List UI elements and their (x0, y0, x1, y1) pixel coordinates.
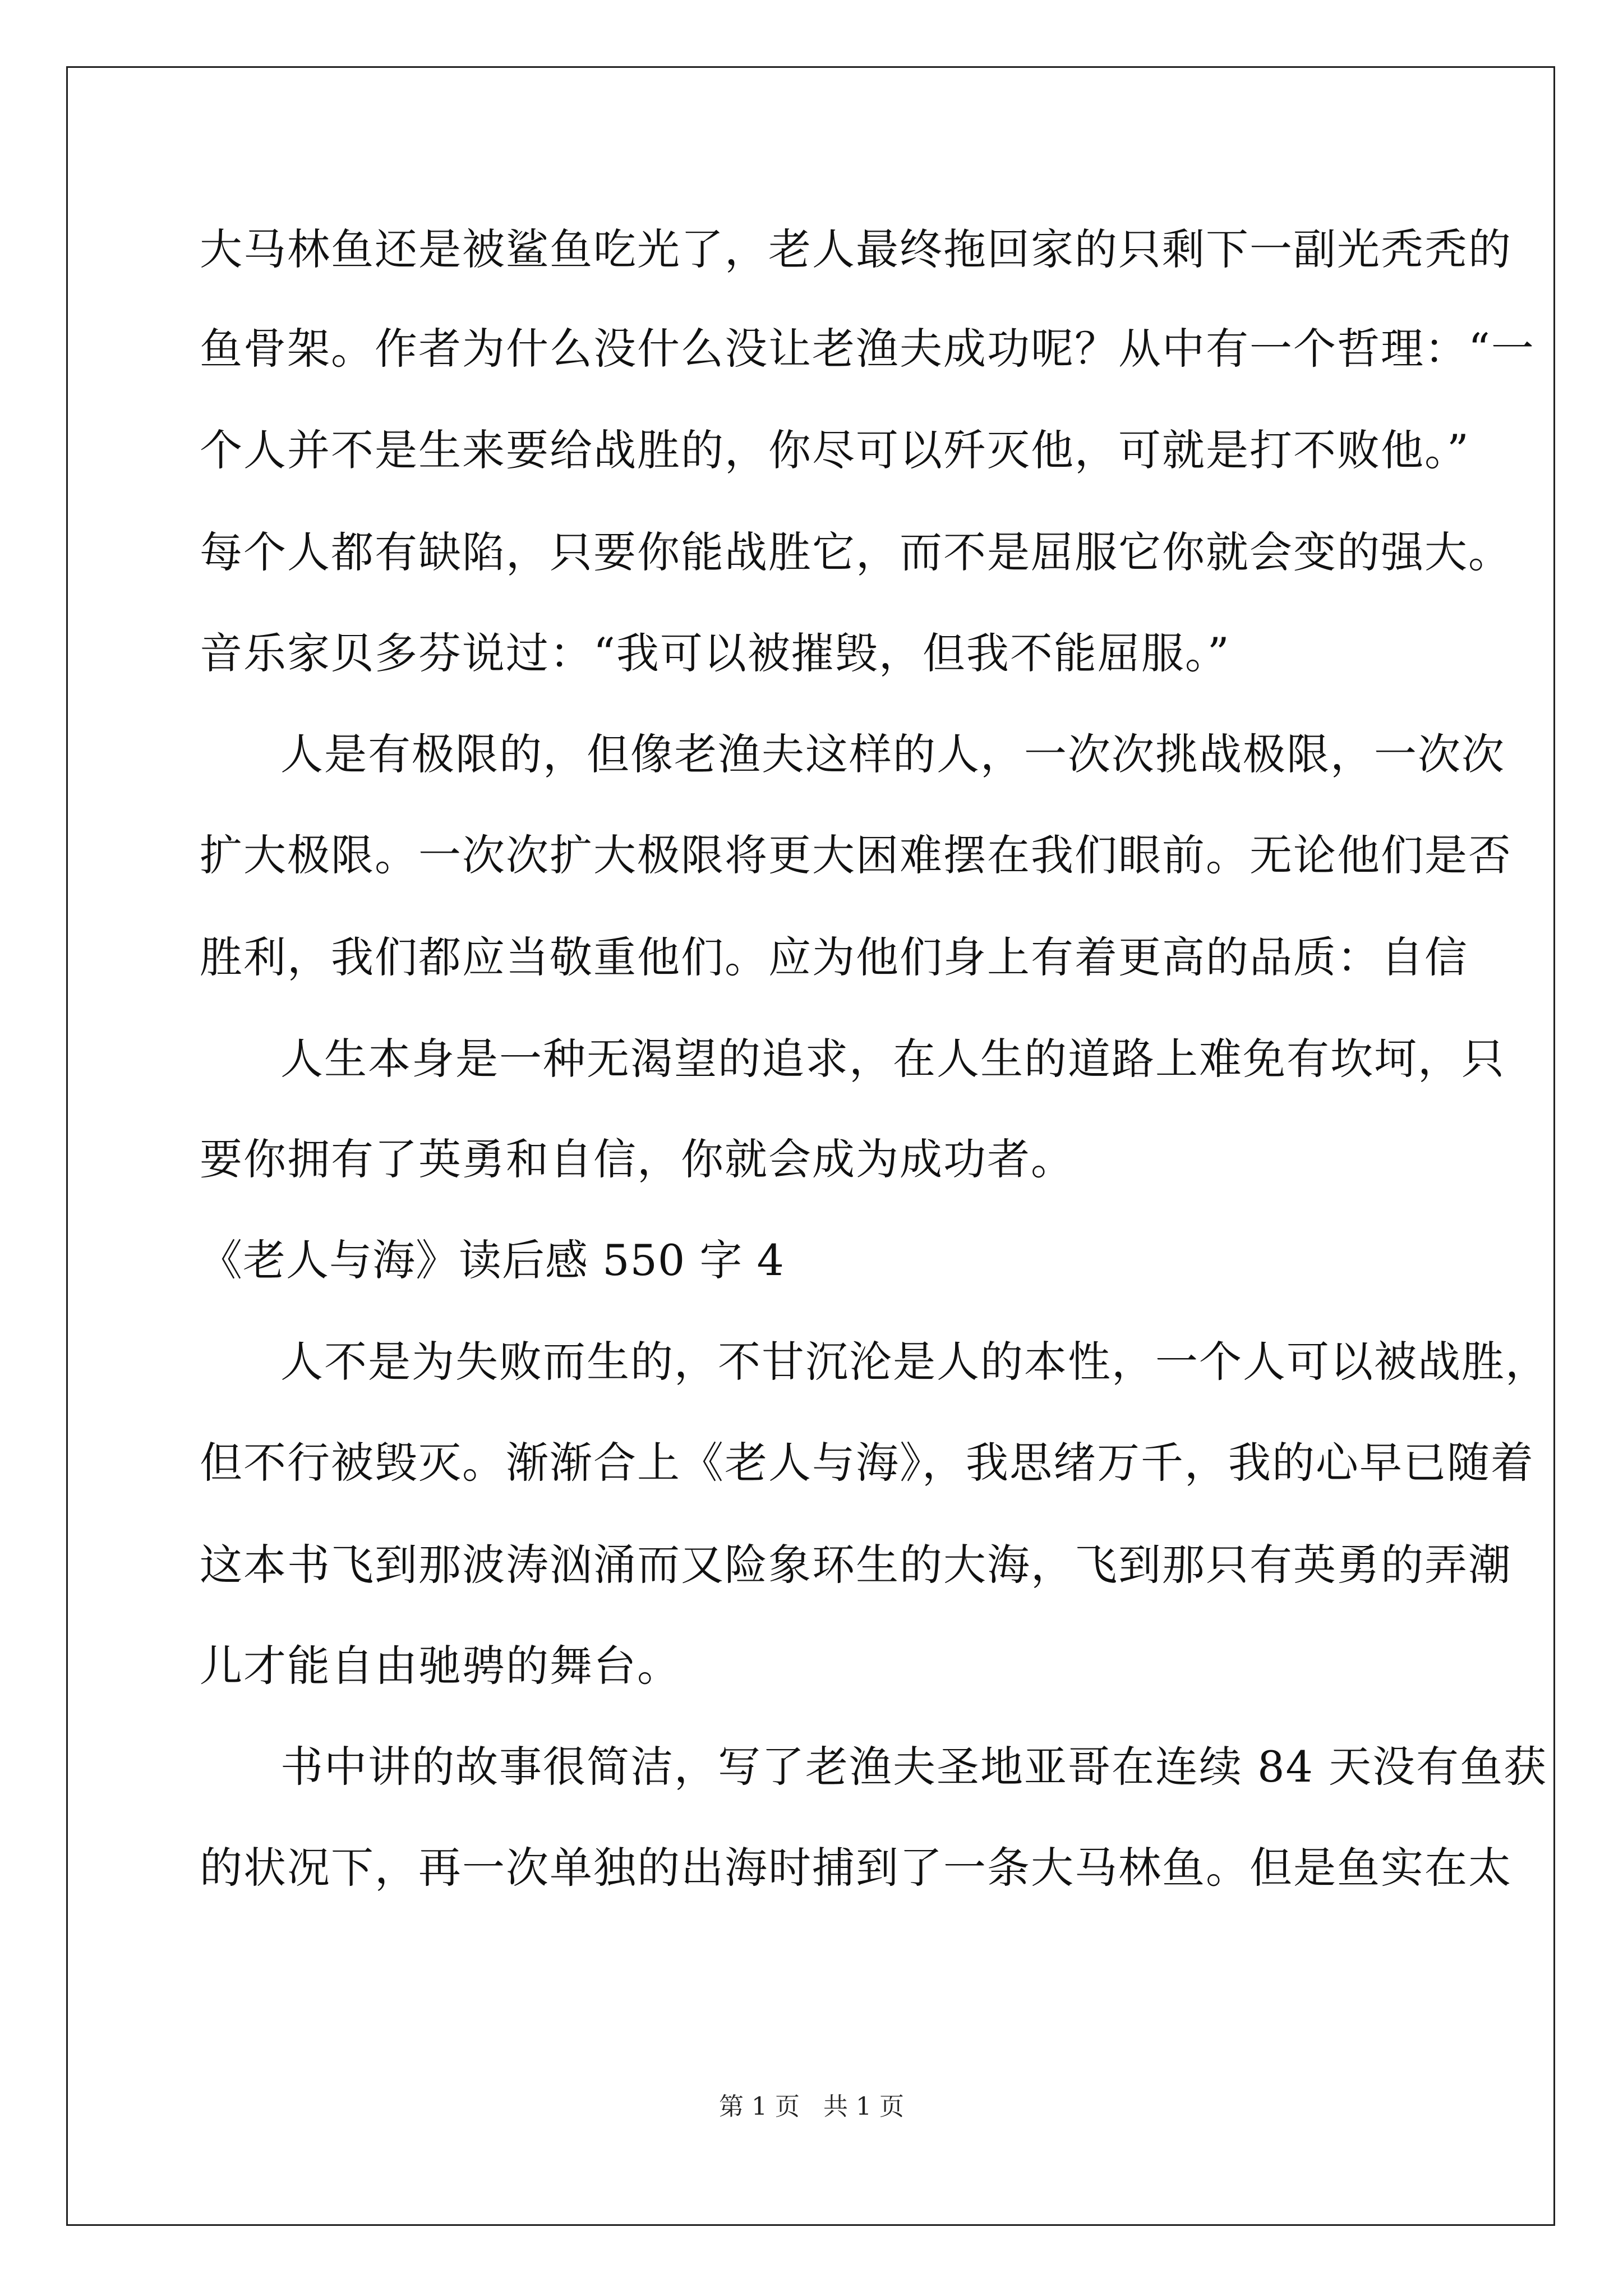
paragraph-line: 这本书飞到那波涛汹涌而又险象环生的大海，飞到那只有英勇的弄潮 (200, 1540, 1512, 1590)
paragraph-line: 但不行被毁灭。渐渐合上《老人与海》，我思绪万千，我的心早已随着 (200, 1438, 1534, 1488)
paragraph-line: 鱼骨架。作者为什么没什么没让老渔夫成功呢？从中有一个哲理：“一 (200, 324, 1535, 374)
paragraph-line: 每个人都有缺陷，只要你能战胜它，而不是屈服它你就会变的强大。 (200, 527, 1512, 577)
page-footer (0, 2091, 1623, 2123)
paragraph-line: 扩大极限。一次次扩大极限将更大困难摆在我们眼前。无论他们是否 (200, 830, 1512, 880)
page-total: 共 1 页 (823, 2092, 904, 2121)
paragraph-line: 要你拥有了英勇和自信，你就会成为成功者。 (200, 1134, 1075, 1184)
paragraph-line: 人生本身是一种无渴望的追求，在人生的道路上难免有坎坷，只 (280, 1034, 1505, 1084)
paragraph-line: 个人并不是生来要给战胜的，你尽可以歼灭他，可就是打不败他。” (200, 425, 1470, 475)
section-heading: 《老人与海》读后感 550 字 4 (200, 1235, 785, 1285)
paragraph-line: 的状况下，再一次单独的出海时捕到了一条大马林鱼。但是鱼实在太 (200, 1843, 1512, 1893)
paragraph-line: 大马林鱼还是被鲨鱼吃光了，老人最终拖回家的只剩下一副光秃秃的 (200, 224, 1512, 274)
page-number: 第 1 页 (719, 2092, 800, 2121)
paragraph-line: 音乐家贝多芬说过：“我可以被摧毁，但我不能屈服。” (200, 628, 1230, 678)
paragraph-line: 儿才能自由驰骋的舞台。 (200, 1641, 681, 1691)
paragraph-line: 人不是为失败而生的，不甘沉沦是人的本性，一个人可以被战胜， (280, 1337, 1549, 1387)
paragraph-line: 书中讲的故事很简洁，写了老渔夫圣地亚哥在连续 84 天没有鱼获 (280, 1742, 1548, 1792)
paragraph-line: 胜利，我们都应当敬重他们。应为他们身上有着更高的品质：自信 (200, 932, 1468, 982)
paragraph-line: 人是有极限的，但像老渔夫这样的人，一次次挑战极限，一次次 (280, 729, 1505, 779)
